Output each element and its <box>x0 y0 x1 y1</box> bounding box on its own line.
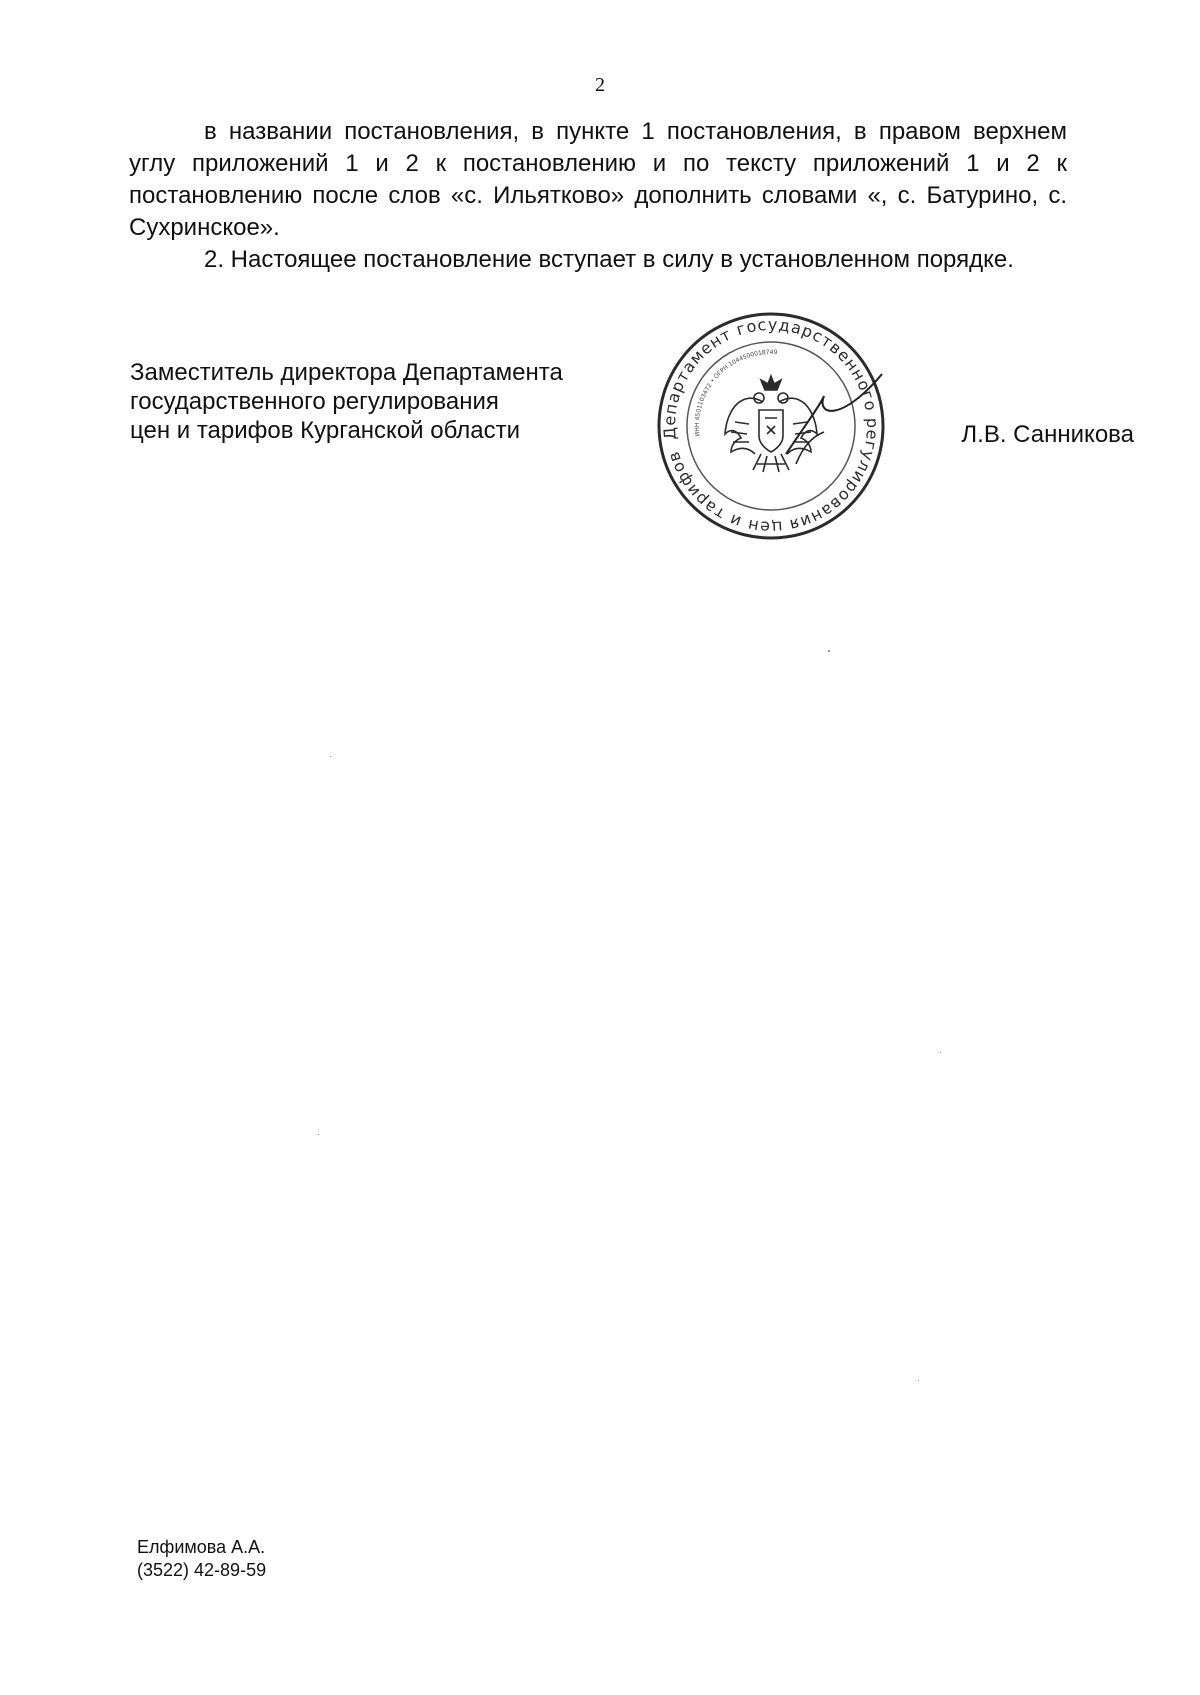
signatory-position-line: государственного регулирования <box>130 388 499 415</box>
scan-speck <box>828 650 830 652</box>
contact-block <box>137 1536 266 1582</box>
scan-speck <box>918 1380 919 1381</box>
coat-of-arms-icon <box>725 376 817 472</box>
signatory-name: Л.В. Санникова <box>961 421 1134 448</box>
seal-graphic <box>646 304 896 548</box>
seal-outer-ring <box>646 304 896 548</box>
document-body <box>129 116 1067 276</box>
contact-name: Елфимова А.А. <box>137 1537 266 1557</box>
paragraph-amendment: в названии постановления, в пункте 1 постановления, в правом верхнем углу приложений 1 и 2 к постановлению и по тексту приложений 1 и 2 к постановлению после слов «с. Ильятково» дополнить словами «, с. Батурино, с. Сухринское». <box>129 118 1067 241</box>
svg-text:Департамент государственного р <box>646 304 896 548</box>
signatory-position-line: цен и тарифов Курганской области <box>130 417 520 444</box>
seal-inner-text: ИНН 4501103472 • ОГРН 1044500018749 <box>693 348 778 437</box>
official-seal <box>646 304 896 548</box>
paragraph-effective: 2. Настоящее постановление вступает в силу в установленном порядке. <box>204 246 1014 273</box>
seal-ring-text: Департамент государственного регулирования цен и тарифов <box>659 314 883 538</box>
page-number: 2 <box>595 74 605 96</box>
scan-speck <box>330 756 331 757</box>
signatory-position-line: Заместитель директора Департамента <box>130 359 563 386</box>
scan-speck <box>318 1134 319 1135</box>
contact-phone: (3522) 42-89-59 <box>137 1560 267 1580</box>
scan-speck <box>940 1052 941 1053</box>
signatory-position <box>130 358 650 445</box>
